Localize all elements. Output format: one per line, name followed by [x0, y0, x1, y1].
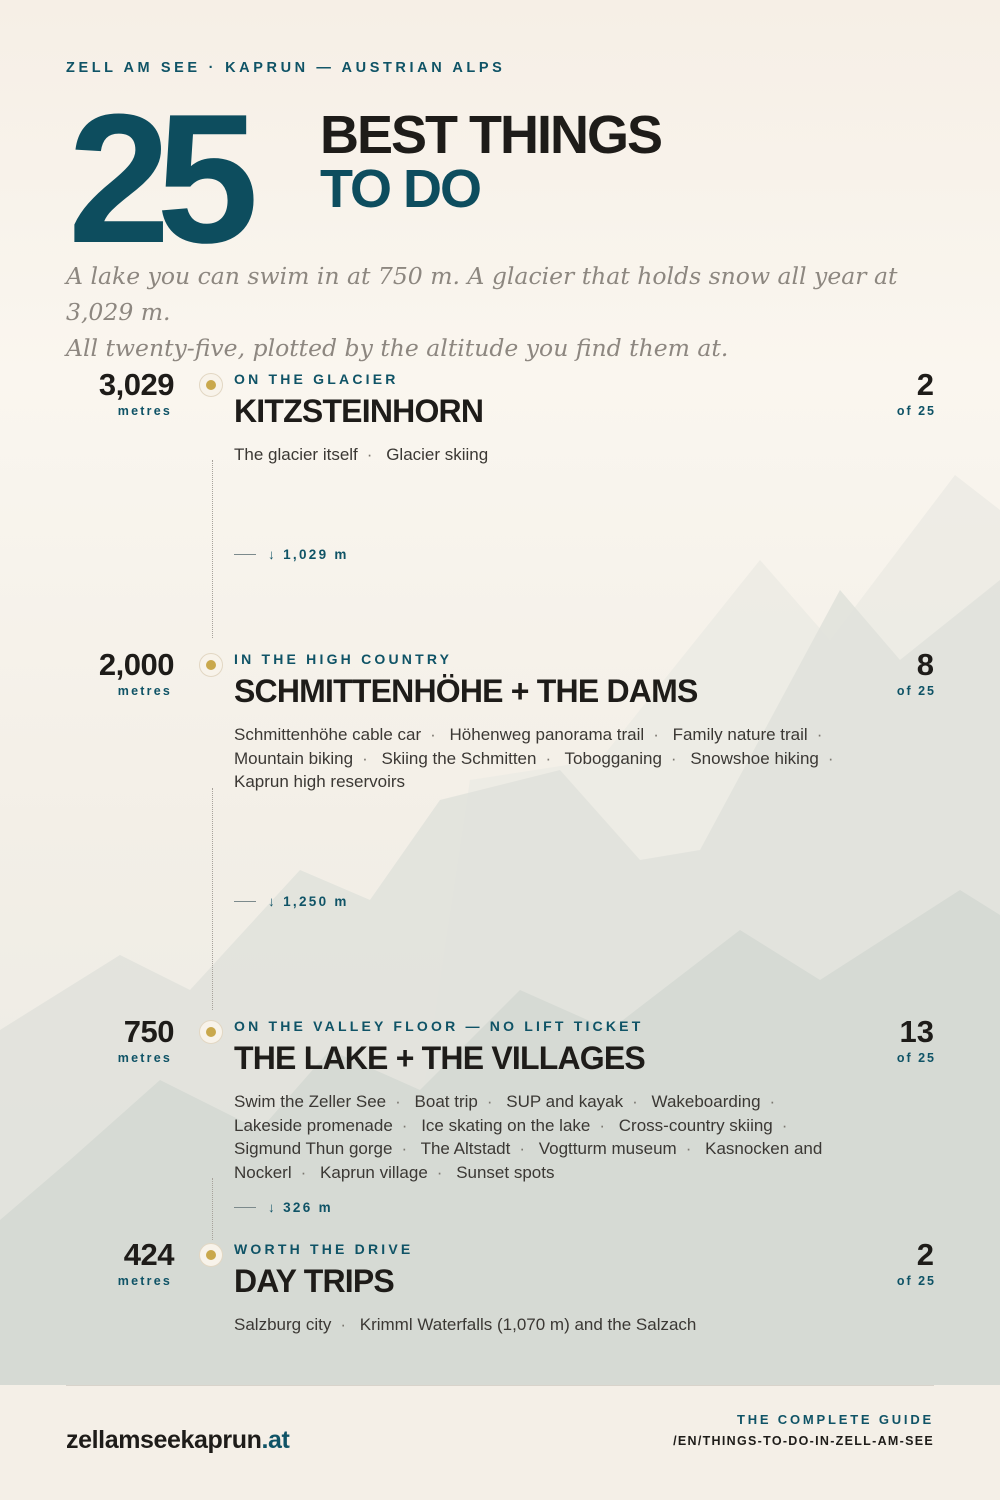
activity-count	[880, 1014, 934, 1065]
count-value: 2	[916, 367, 934, 402]
kicker-place: ZELL AM SEE	[66, 60, 201, 76]
activity-count	[880, 647, 934, 698]
count-total: of 25	[896, 404, 936, 418]
intro-line1: A lake you can swim in at 750 m. A glacier that holds snow all year at 3,029 m.	[66, 262, 898, 326]
altitude-value: 3,029	[98, 367, 174, 402]
item-separator: ·	[781, 1115, 788, 1135]
activity-item: Kaprun village	[320, 1162, 428, 1182]
activity-item: Vogtturm museum	[538, 1139, 677, 1158]
item-separator: ·	[362, 748, 368, 768]
altitude-readout	[118, 1237, 174, 1288]
activity-item: Snowshoe hiking	[690, 748, 819, 768]
intro-line2: All twenty-five, plotted by the altitude you find them at.	[66, 334, 729, 362]
section-label: ON THE VALLEY FLOOR — NO LIFT TICKET	[234, 1018, 644, 1034]
activity-item: Skiing the Schmitten	[381, 748, 537, 768]
timeline-marker-icon	[199, 1020, 223, 1044]
kicker-region: KAPRUN — AUSTRIAN ALPS	[225, 60, 506, 76]
activity-item: Sigmund Thun gorge	[234, 1139, 393, 1158]
activity-list	[234, 1090, 854, 1184]
altitude-value: 750	[123, 1014, 174, 1049]
item-separator: ·	[436, 1162, 443, 1182]
item-separator: ·	[401, 1115, 408, 1135]
section-title: THE LAKE + THE VILLAGES	[234, 1040, 645, 1076]
item-separator: ·	[519, 1139, 526, 1158]
count-value: 8	[916, 647, 934, 682]
activity-item: Salzburg city	[234, 1315, 332, 1334]
activity-item: SUP and kayak	[506, 1092, 624, 1111]
item-separator: ·	[653, 725, 659, 744]
activity-item: Kasnocken and Nockerl	[234, 1139, 823, 1182]
location-kicker	[66, 60, 505, 76]
guide-label: THE COMPLETE GUIDE	[736, 1412, 934, 1427]
activity-list	[234, 443, 854, 467]
activity-item: Sunset spots	[456, 1162, 555, 1182]
activity-count	[880, 1237, 934, 1288]
altitude-unit: metres	[117, 684, 172, 698]
kicker-separator: ·	[208, 60, 218, 76]
intro-text	[66, 258, 926, 366]
altitude-value: 2,000	[98, 647, 174, 682]
altitude-drop	[234, 547, 349, 562]
drop-dash	[234, 1207, 256, 1208]
item-separator: ·	[827, 748, 834, 768]
count-value: 13	[899, 1014, 934, 1049]
site-tld: .at	[261, 1426, 290, 1454]
altitude-readout	[118, 1014, 174, 1065]
activity-item: Höhenweg panorama trail	[449, 725, 645, 744]
count-value: 2	[916, 1237, 934, 1272]
item-separator: ·	[366, 445, 373, 464]
timeline-connector	[212, 1178, 213, 1240]
timeline-connector	[212, 788, 213, 1010]
altitude-unit: metres	[117, 404, 172, 418]
timeline-marker-icon	[199, 653, 223, 677]
activity-item: Mountain biking	[234, 748, 354, 768]
activity-count	[880, 367, 934, 418]
item-separator: ·	[769, 1092, 776, 1111]
timeline-marker-icon	[199, 1243, 223, 1267]
drop-value: ↓ 1,029 m	[268, 547, 349, 562]
activity-item: Ice skating on the lake	[421, 1115, 591, 1135]
item-separator: ·	[599, 1115, 606, 1135]
item-separator: ·	[486, 1092, 493, 1111]
activity-item: Schmittenhöhe cable car	[234, 725, 422, 744]
item-separator: ·	[816, 725, 823, 744]
activity-item: Krimml Waterfalls (1,070 m) and the Salzach	[359, 1315, 697, 1334]
site-name: zellamseekaprun	[66, 1426, 262, 1454]
altitude-unit: metres	[117, 1051, 172, 1065]
count-total: of 25	[896, 684, 936, 698]
item-separator: ·	[632, 1092, 638, 1111]
activity-item: Kaprun high reservoirs	[234, 772, 406, 791]
activity-item: Boat trip	[414, 1092, 478, 1111]
section-title: DAY TRIPS	[234, 1263, 394, 1299]
activity-item: Swim the Zeller See	[234, 1092, 387, 1111]
activity-item: Lakeside promenade	[234, 1115, 393, 1135]
activity-list	[234, 723, 854, 794]
altitude-readout	[99, 367, 174, 418]
timeline-marker-icon	[199, 373, 223, 397]
item-separator: ·	[395, 1092, 401, 1111]
item-separator: ·	[300, 1162, 307, 1182]
hero-title-line2: TO DO	[320, 159, 481, 219]
item-separator: ·	[430, 725, 436, 744]
drop-dash	[234, 901, 256, 902]
section-label: WORTH THE DRIVE	[234, 1241, 414, 1257]
count-total: of 25	[896, 1274, 936, 1288]
drop-value: ↓ 326 m	[268, 1200, 333, 1215]
activity-item: Tobogganing	[564, 748, 662, 768]
activity-item: The glacier itself	[234, 445, 358, 464]
section-title: SCHMITTENHÖHE + THE DAMS	[234, 673, 698, 709]
activity-item: The Altstadt	[420, 1139, 511, 1158]
activity-list	[234, 1313, 854, 1337]
hero-title-line1: BEST THINGS	[320, 105, 662, 165]
hero-number: 25	[68, 75, 245, 281]
activity-item: Cross-country skiing	[618, 1115, 773, 1135]
activity-item: Glacier skiing	[386, 445, 489, 464]
item-separator: ·	[340, 1315, 346, 1334]
activity-item: Family nature trail	[672, 725, 808, 744]
altitude-readout	[99, 647, 174, 698]
section-title: KITZSTEINHORN	[234, 393, 484, 429]
guide-url[interactable]: /EN/THINGS-TO-DO-IN-ZELL-AM-SEE	[673, 1434, 934, 1448]
altitude-value: 424	[123, 1237, 174, 1272]
item-separator: ·	[685, 1139, 692, 1158]
item-separator: ·	[401, 1139, 408, 1158]
altitude-unit: metres	[117, 1274, 172, 1288]
count-total: of 25	[896, 1051, 936, 1065]
altitude-drop	[234, 894, 349, 909]
drop-value: ↓ 1,250 m	[268, 894, 349, 909]
section-label: IN THE HIGH COUNTRY	[234, 651, 453, 667]
item-separator: ·	[545, 748, 552, 768]
item-separator: ·	[670, 748, 677, 768]
activity-item: Wakeboarding	[651, 1092, 761, 1111]
timeline-connector	[212, 460, 213, 638]
section-label: ON THE GLACIER	[234, 371, 399, 387]
drop-dash	[234, 554, 256, 555]
altitude-drop	[234, 1200, 333, 1215]
